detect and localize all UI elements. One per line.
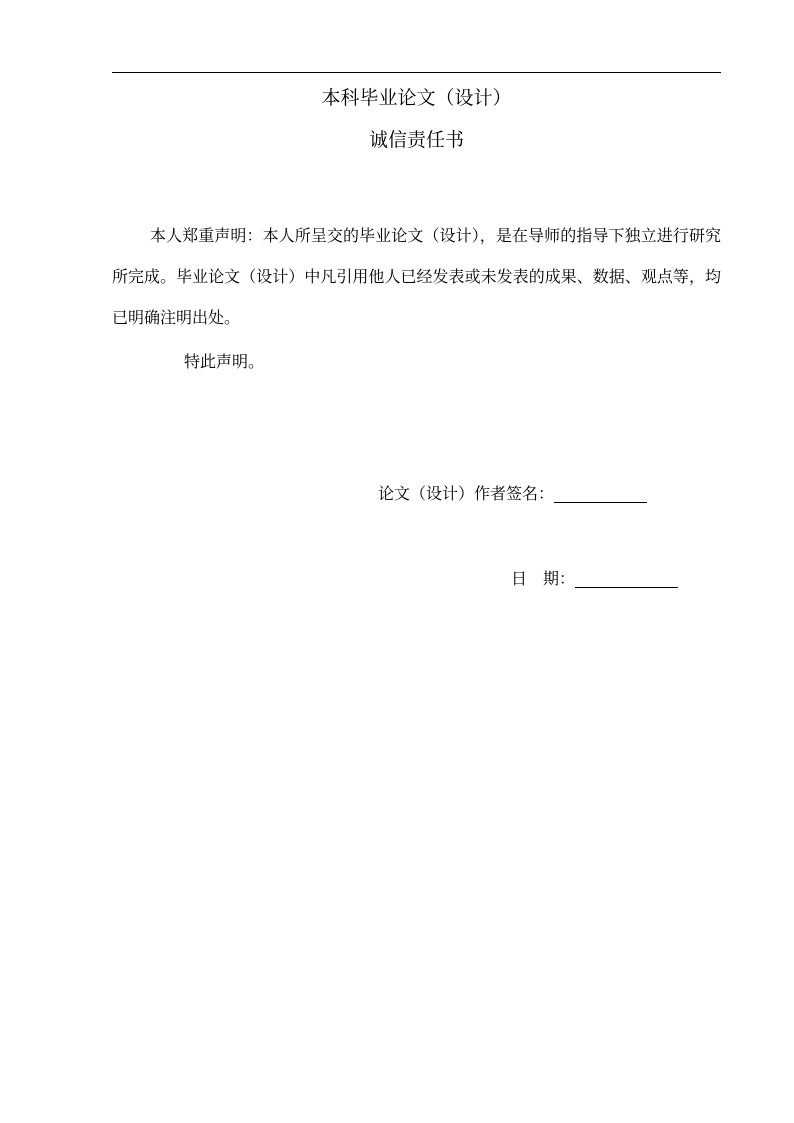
date-row — [511, 567, 678, 591]
header-rule — [112, 72, 721, 73]
document-subtitle: 诚信责任书 — [368, 129, 464, 151]
author-signature-blank[interactable] — [554, 484, 647, 503]
date-blank[interactable] — [575, 569, 678, 588]
document-title: 本科毕业论文（设计） — [321, 87, 512, 109]
author-signature-row — [378, 482, 647, 506]
date-label: 日 期： — [511, 569, 576, 588]
declaration-paragraph: 本人郑重声明：本人所呈交的毕业论文（设计），是在导师的指导下独立进行研究所完成。毕业论文（设计）中凡引用他人已经发表或未发表的成果、数据、观点等，均已明确注明出处。 — [112, 226, 721, 327]
author-signature-label: 论文（设计）作者签名： — [378, 484, 555, 503]
closing-statement: 特此声明。 — [184, 352, 265, 371]
